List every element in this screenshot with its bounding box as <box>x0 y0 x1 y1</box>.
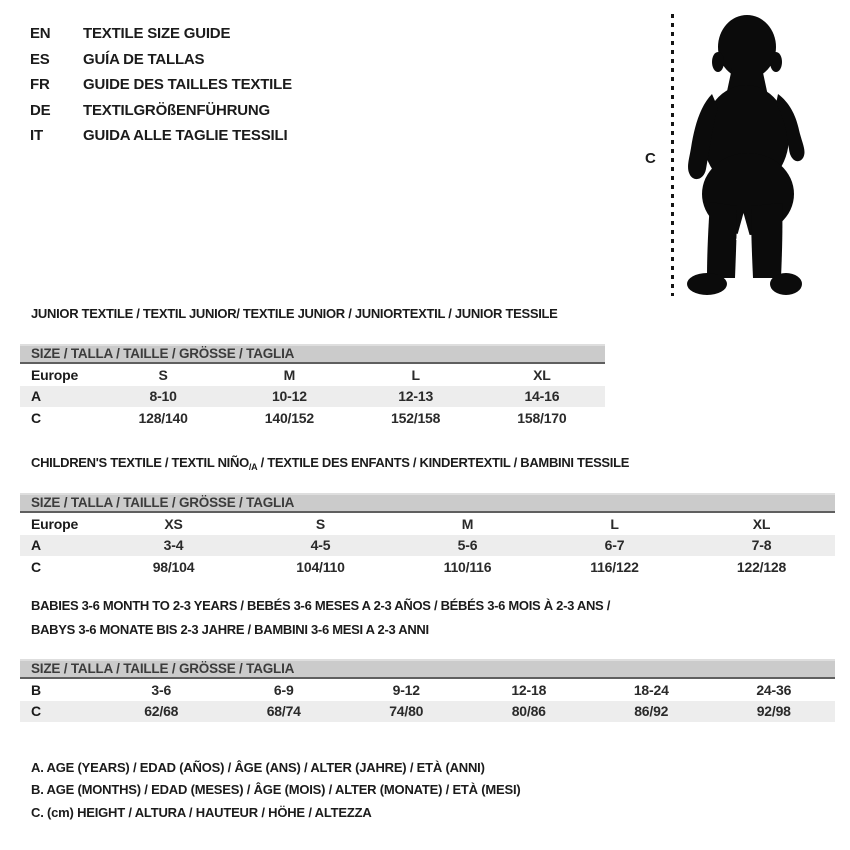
row-label: C <box>31 558 41 575</box>
table-row <box>20 386 605 408</box>
row-value: 24-36 <box>756 681 792 698</box>
row-value: 3-4 <box>163 537 184 554</box>
row-value: 10-12 <box>271 388 307 405</box>
table-size-header: SIZE / TALLA / TAILLE / GRÖSSE / TAGLIA <box>20 493 835 513</box>
table-size-header: SIZE / TALLA / TAILLE / GRÖSSE / TAGLIA <box>20 659 835 679</box>
language-row <box>30 72 292 98</box>
language-label: TEXTILE SIZE GUIDE <box>83 25 231 42</box>
row-value: S <box>158 366 168 383</box>
table-title-text: BABYS 3-6 MONATE BIS 2-3 JAHRE / BAMBINI 3-6 MESI A 2-3 ANNI <box>31 622 429 637</box>
language-row <box>30 98 292 124</box>
row-value: 12-18 <box>511 681 547 698</box>
language-row <box>30 123 292 149</box>
row-value: 14-16 <box>524 388 560 405</box>
language-row <box>30 21 292 47</box>
footnote: C. (cm) HEIGHT / ALTURA / HAUTEUR / HÖHE / ALTEZZA <box>31 804 372 820</box>
language-label: GUIDE DES TAILLES TEXTILE <box>83 76 292 93</box>
table-title-line <box>31 594 835 618</box>
row-value: 80/86 <box>511 703 546 720</box>
table-size-header: SIZE / TALLA / TAILLE / GRÖSSE / TAGLIA <box>20 344 605 364</box>
table-rows <box>20 679 835 722</box>
language-label: GUIDA ALLE TAGLIE TESSILI <box>83 127 288 144</box>
table-title-line <box>31 618 835 642</box>
table-row <box>20 364 605 386</box>
figure-height-label: C <box>645 150 656 167</box>
language-code: ES <box>30 50 50 68</box>
row-value: 6-7 <box>604 537 625 554</box>
row-value: 128/140 <box>138 409 188 426</box>
table-row <box>20 556 835 578</box>
table-title-text: CHILDREN'S TEXTILE / TEXTIL NIÑO <box>31 455 249 470</box>
row-value: XL <box>752 515 771 532</box>
footnote: A. AGE (YEARS) / EDAD (AÑOS) / ÂGE (ANS) / ALTER (JAHRE) / ETÀ (ANNI) <box>31 760 485 775</box>
table-rows <box>20 513 835 578</box>
row-value: 9-12 <box>392 681 420 698</box>
table-title-text: /A <box>248 462 258 472</box>
childrens-textile-table <box>20 455 835 578</box>
row-value: 140/152 <box>264 409 314 426</box>
language-code: EN <box>30 25 51 42</box>
table-row <box>20 701 835 723</box>
table-title-text: / TEXTILE DES ENFANTS / KINDERTEXTIL / BAMBINI TESSILE <box>257 455 630 470</box>
row-value: M <box>461 515 474 532</box>
row-value: 92/98 <box>756 703 791 720</box>
row-value: 152/158 <box>391 409 441 426</box>
row-label: C <box>31 703 41 720</box>
table-row <box>20 513 835 535</box>
row-value: S <box>315 515 326 532</box>
row-label: C <box>31 409 41 426</box>
row-label: A <box>31 388 41 405</box>
row-label: B <box>31 681 41 698</box>
row-value: 4-5 <box>310 537 331 554</box>
row-label: Europe <box>31 366 79 383</box>
table-title <box>31 455 835 475</box>
row-value: 68/74 <box>266 703 301 720</box>
row-value: 8-10 <box>149 388 177 405</box>
table-row <box>20 679 835 701</box>
language-label: TEXTILGRÖßENFÜHRUNG <box>83 101 271 119</box>
junior-textile-table <box>20 306 605 429</box>
row-value: 110/116 <box>443 558 492 575</box>
row-value: L <box>411 366 420 383</box>
row-value: 98/104 <box>152 558 195 575</box>
row-value: 3-6 <box>151 681 172 698</box>
row-value: 74/80 <box>389 703 424 720</box>
babies-textile-table <box>20 594 835 722</box>
row-value: 18-24 <box>633 681 669 698</box>
table-row <box>20 407 605 429</box>
row-value: 6-9 <box>273 681 294 698</box>
row-value: 116/122 <box>590 558 639 575</box>
row-label: Europe <box>31 515 79 532</box>
row-value: 62/68 <box>144 703 179 720</box>
table-title-line <box>31 455 835 475</box>
table-title-line <box>31 306 605 322</box>
row-value: 158/170 <box>517 409 567 426</box>
table-title-text: BABIES 3-6 MONTH TO 2-3 YEARS / BEBÉS 3-6 MESES A 2-3 AÑOS / BÉBÉS 3-6 MOIS À 2-3 ANS / <box>31 598 611 613</box>
row-value: 104/110 <box>296 558 345 575</box>
language-code: DE <box>30 101 51 119</box>
row-value: 5-6 <box>457 537 478 554</box>
table-title <box>31 306 605 322</box>
row-label: A <box>31 537 41 554</box>
row-value: XS <box>164 515 183 532</box>
row-value: 122/128 <box>736 558 787 575</box>
language-code: FR <box>30 76 50 93</box>
table-row <box>20 535 835 557</box>
table-title-text: JUNIOR TEXTILE / TEXTIL JUNIOR/ TEXTILE JUNIOR / JUNIORTEXTIL / JUNIOR TESSILE <box>31 306 558 321</box>
language-row <box>30 47 292 73</box>
table-title <box>31 594 835 642</box>
row-value: L <box>610 515 619 532</box>
language-list <box>30 21 292 149</box>
row-value: 86/92 <box>634 703 669 720</box>
row-value: XL <box>533 366 551 383</box>
row-value: 7-8 <box>751 537 772 554</box>
row-value: 12-13 <box>398 388 434 405</box>
table-rows <box>20 364 605 429</box>
toddler-silhouette-icon <box>680 10 815 300</box>
height-measure-line <box>671 14 674 296</box>
language-code: IT <box>30 127 43 144</box>
row-value: M <box>283 366 296 383</box>
language-label: GUÍA DE TALLAS <box>83 50 205 68</box>
footnote: B. AGE (MONTHS) / EDAD (MESES) / ÂGE (MOIS) / ALTER (MONATE) / ETÀ (MESI) <box>31 782 521 798</box>
footnotes <box>31 757 521 824</box>
